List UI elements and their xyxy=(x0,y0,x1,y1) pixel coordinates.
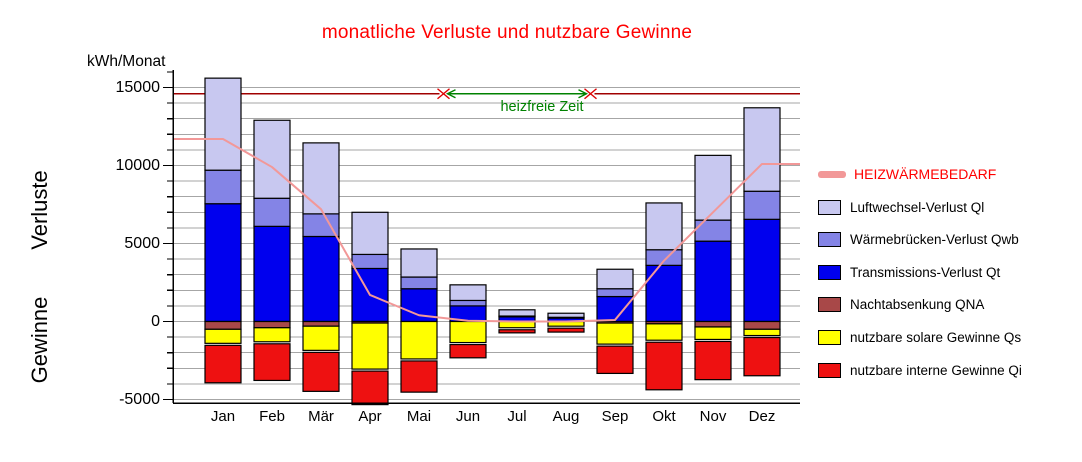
legend-color-swatch xyxy=(818,363,841,378)
bar-segment xyxy=(352,212,388,254)
legend-line-swatch xyxy=(818,171,846,178)
y-tick-label: 10000 xyxy=(115,156,160,174)
bar-segment xyxy=(303,322,339,327)
heating-free-period-label: heizfreie Zeit xyxy=(500,99,584,115)
bar-segment xyxy=(205,204,241,322)
bar-segment xyxy=(401,361,437,392)
legend-item xyxy=(818,361,1022,379)
month-label: Okt xyxy=(652,408,676,425)
bar-segment xyxy=(695,322,731,327)
bar-segment xyxy=(744,329,780,335)
bar-segment xyxy=(646,324,682,340)
y-axis-unit-label: kWh/Monat xyxy=(87,53,166,70)
bar-segment xyxy=(401,277,437,289)
page-title: monatliche Verluste und nutzbare Gewinne xyxy=(321,22,693,43)
bar-segment xyxy=(450,285,486,301)
month-label: Apr xyxy=(358,408,382,425)
losses-axis-label: Verluste xyxy=(27,170,52,250)
month-label: Sep xyxy=(601,408,629,425)
legend-color-swatch xyxy=(818,330,841,345)
bar-segment xyxy=(597,297,633,322)
legend-item xyxy=(818,198,984,216)
bar-segment xyxy=(548,328,584,332)
bar-segment xyxy=(646,342,682,390)
month-label: Mär xyxy=(308,408,334,425)
bar-segment xyxy=(254,322,290,328)
month-label: Dez xyxy=(748,408,776,425)
legend-item xyxy=(818,328,1021,346)
legend-label: HEIZWÄRMEBEDARF xyxy=(854,166,997,182)
bar-segment xyxy=(254,198,290,226)
bar-segment xyxy=(744,191,780,219)
legend-color-swatch xyxy=(818,297,841,312)
bar-segment xyxy=(695,220,731,241)
bar-segment xyxy=(695,327,731,339)
bar-segment xyxy=(401,249,437,277)
legend-item xyxy=(818,263,1000,281)
bar-segment xyxy=(205,329,241,343)
legend-label: Nachtabsenkung QNA xyxy=(850,296,985,312)
bar-segment xyxy=(450,322,486,343)
bar-segment xyxy=(303,236,339,321)
legend-label: nutzbare solare Gewinne Qs xyxy=(850,329,1022,345)
month-label: Jul xyxy=(507,408,527,425)
bar-segment xyxy=(205,170,241,204)
bar-segment xyxy=(744,108,780,191)
bar-segment xyxy=(744,322,780,330)
bar-segment xyxy=(597,269,633,289)
legend-item xyxy=(818,295,984,313)
bar-segment xyxy=(303,352,339,391)
gains-axis-label: Gewinne xyxy=(27,296,52,384)
bar-segment xyxy=(695,241,731,321)
bar-segment xyxy=(450,300,486,305)
bar-segment xyxy=(401,322,437,359)
y-tick-label: -5000 xyxy=(119,390,160,408)
bar-segment xyxy=(695,155,731,220)
bar-segment xyxy=(499,330,535,333)
bar-segment xyxy=(744,219,780,321)
legend-color-swatch xyxy=(818,265,841,280)
legend-label: Transmissions-Verlust Qt xyxy=(850,264,1001,280)
bar-segment xyxy=(450,345,486,358)
bar-segment xyxy=(352,254,388,268)
bar-segment xyxy=(548,313,584,317)
bar-segment xyxy=(499,310,535,316)
legend-item xyxy=(818,165,996,183)
legend-label: nutzbare interne Gewinne Qi xyxy=(850,362,1022,378)
legend-color-swatch xyxy=(818,200,841,215)
bar-segment xyxy=(597,323,633,344)
legend-item xyxy=(818,230,1019,248)
month-label: Nov xyxy=(699,408,727,425)
bar-segment xyxy=(744,338,780,376)
bar-segment xyxy=(352,371,388,405)
bar-segment xyxy=(205,322,241,330)
bar-segment xyxy=(254,226,290,321)
y-tick-label: 5000 xyxy=(124,234,160,252)
bar-segment xyxy=(303,143,339,214)
bar-segment xyxy=(597,289,633,297)
bar-segment xyxy=(303,326,339,350)
bar-segment xyxy=(254,328,290,342)
legend-color-swatch xyxy=(818,232,841,247)
bar-segment xyxy=(205,78,241,170)
y-tick-label: 0 xyxy=(151,312,160,330)
month-label: Mai xyxy=(406,408,432,425)
month-label: Feb xyxy=(259,408,285,425)
bar-segment xyxy=(205,345,241,382)
month-label: Jan xyxy=(210,408,236,425)
month-label: Jun xyxy=(455,408,481,425)
bar-segment xyxy=(254,344,290,381)
bar-segment xyxy=(597,346,633,373)
legend-label: Wärmebrücken-Verlust Qwb xyxy=(850,231,1019,247)
month-label: Aug xyxy=(552,408,580,425)
y-tick-label: 15000 xyxy=(115,78,160,96)
bar-segment xyxy=(646,203,682,250)
bar-segment xyxy=(352,323,388,369)
bar-segment xyxy=(646,265,682,321)
legend-label: Luftwechsel-Verlust Ql xyxy=(850,199,985,215)
bar-segment xyxy=(646,250,682,266)
bar-segment xyxy=(695,341,731,379)
